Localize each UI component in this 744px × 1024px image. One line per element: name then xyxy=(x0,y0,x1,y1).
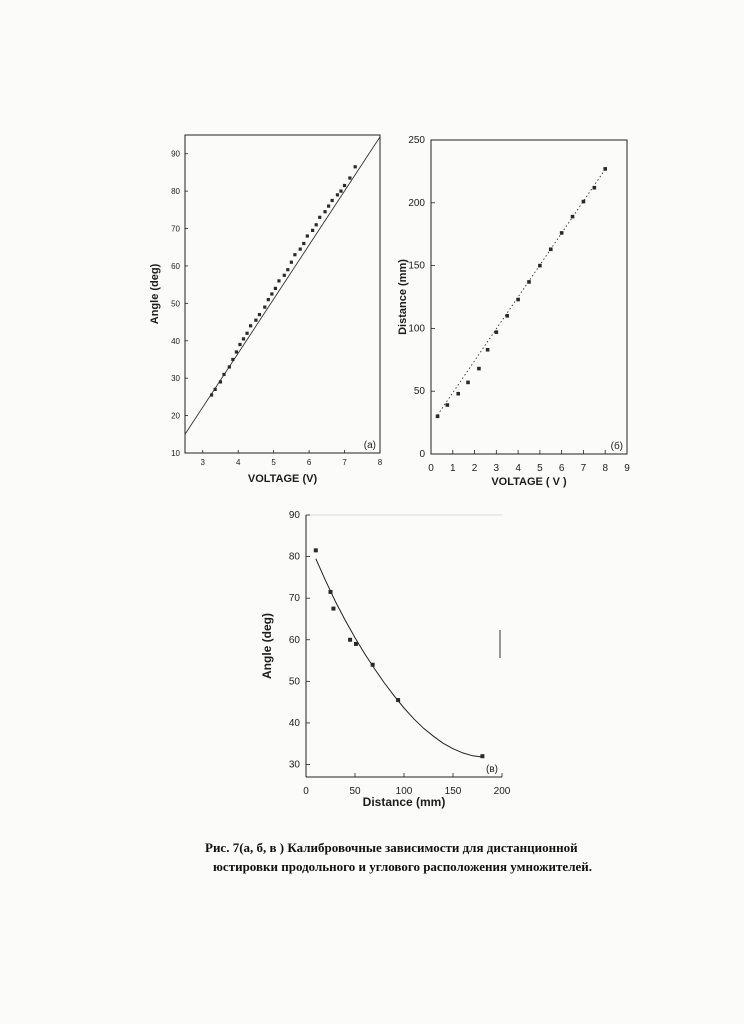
panel-label: (в) xyxy=(486,764,498,775)
fit-group xyxy=(316,559,483,757)
y-tick-label: 70 xyxy=(288,593,300,605)
y-tick-label: 200 xyxy=(408,197,425,209)
y-tick-label: 0 xyxy=(419,449,425,460)
y-tick-label: 50 xyxy=(171,299,180,309)
data-point xyxy=(480,754,484,758)
x-tick-label: 50 xyxy=(349,786,361,797)
x-tick-label: 200 xyxy=(493,786,511,797)
x-tick-label: 8 xyxy=(377,458,383,467)
x-axis-label: VOLTAGE ( V ) xyxy=(491,476,567,488)
x-tick-label: 6 xyxy=(306,458,312,467)
y-tick-label: 150 xyxy=(408,260,425,272)
x-tick-label: 3 xyxy=(493,463,500,474)
y-tick-label: 10 xyxy=(171,449,180,458)
y-tick-label: 250 xyxy=(408,135,425,146)
x-tick-label: 4 xyxy=(235,458,241,467)
data-points xyxy=(314,548,485,758)
y-tick-label: 50 xyxy=(288,676,300,688)
y-tick-label: 20 xyxy=(171,411,180,421)
x-tick-label: 5 xyxy=(537,463,543,474)
data-point xyxy=(348,638,352,642)
y-tick-label: 100 xyxy=(408,323,425,335)
x-tick-label: 0 xyxy=(428,463,434,474)
figure-caption xyxy=(205,838,665,876)
y-axis-label: Angle (deg) xyxy=(149,263,161,325)
x-axis-label: Distance (mm) xyxy=(362,795,446,809)
x-tick-label: 150 xyxy=(444,786,462,797)
x-tick-label: 4 xyxy=(515,463,521,474)
y-axis-label: Distance (mm) xyxy=(397,259,409,335)
data-point xyxy=(329,590,333,594)
y-axis-label: Angle (deg) xyxy=(260,613,274,679)
panel-label: (a) xyxy=(363,440,376,451)
x-tick-label: 7 xyxy=(580,463,587,474)
y-tick-label: 90 xyxy=(171,149,180,159)
y-tick-label: 80 xyxy=(171,187,180,197)
y-tick-label: 60 xyxy=(171,261,180,271)
data-point xyxy=(371,663,375,667)
x-tick-label: 0 xyxy=(303,786,309,797)
y-tick-label: 50 xyxy=(413,386,425,398)
caption-line-2: юстировки продольного и углового расположения умножителей. xyxy=(213,859,592,874)
x-tick-label: 9 xyxy=(624,463,630,474)
x-tick-label: 2 xyxy=(471,463,478,474)
data-point xyxy=(354,642,358,646)
y-tick-label: 90 xyxy=(288,510,300,521)
data-point xyxy=(331,607,335,611)
data-point xyxy=(314,548,318,552)
y-tick-label: 40 xyxy=(171,336,180,346)
fit-curve xyxy=(316,559,483,757)
x-tick-label: 3 xyxy=(200,458,205,467)
y-tick-label: 30 xyxy=(288,759,300,771)
x-tick-label: 8 xyxy=(602,463,609,474)
data-point xyxy=(396,698,400,702)
y-tick-label: 80 xyxy=(288,551,300,563)
x-tick-label: 5 xyxy=(271,458,276,467)
x-tick-label: 100 xyxy=(395,786,413,797)
caption-line-1: Рис. 7(а, б, в ) Калибровочные зависимости для дистанционной xyxy=(205,840,578,855)
y-tick-label: 40 xyxy=(288,717,300,729)
y-tick-label: 60 xyxy=(288,634,300,646)
panel-label: (б) xyxy=(610,441,623,452)
x-tick-label: 6 xyxy=(558,463,565,474)
x-tick-label: 1 xyxy=(449,463,456,474)
y-tick-label: 70 xyxy=(171,224,180,234)
y-tick-label: 30 xyxy=(171,374,180,384)
x-axis-label: VOLTAGE (V) xyxy=(247,473,318,485)
x-tick-label: 7 xyxy=(342,458,347,467)
